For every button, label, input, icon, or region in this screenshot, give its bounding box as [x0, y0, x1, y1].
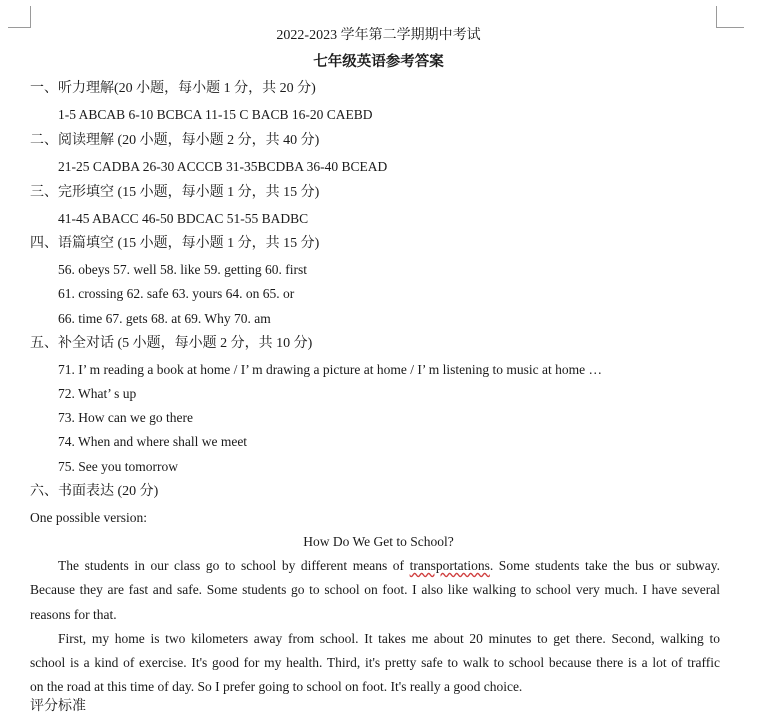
essay-line: Because they are fast and safe. Some students go to school on foot. I also like walking to school very much. I have several: [30, 582, 720, 597]
essay-line: school is a kind of exercise. It's good for my health. Third, it's pretty safe to walk to school because there is a lot of traffic: [30, 655, 720, 670]
essay-title: How Do We Get to School?: [303, 534, 454, 549]
section-heading-dialogue: 五、补全对话 (5 小题，每小题 2 分，共 10 分): [30, 336, 313, 351]
answer-line: 72. What’ s up: [58, 386, 137, 401]
essay-line: reasons for that.: [30, 607, 117, 622]
essay-text: . Some students take the bus or subway.: [489, 558, 720, 573]
spellcheck-flagged-word: transportations: [409, 558, 490, 573]
answer-line: 66. time 67. gets 68. at 69. Why 70. am: [58, 311, 271, 326]
answer-line: 56. obeys 57. well 58. like 59. getting 60. first: [58, 262, 307, 277]
essay-line: on the road at this time of day. So I prefer going to school on foot. It's really a good choice.: [30, 679, 523, 694]
answer-line: 1-5 ABCAB 6-10 BCBCA 11-15 C BACB 16-20 CAEBD: [58, 107, 373, 122]
sample-intro: One possible version:: [30, 510, 147, 525]
section-heading-cloze: 三、完形填空 (15 小题，每小题 1 分，共 15 分): [30, 185, 320, 200]
section-heading-passage-fill: 四、语篇填空 (15 小题，每小题 1 分，共 15 分): [30, 236, 320, 251]
essay-line: [58, 557, 720, 575]
essay-text: The students in our class go to school by different means of: [58, 558, 410, 573]
corner-mark-top-left: [30, 6, 31, 28]
section-heading-reading: 二、阅读理解 (20 小题，每小题 2 分，共 40 分): [30, 133, 320, 148]
document-subtitle: 七年级英语参考答案: [313, 54, 444, 70]
section-heading-listening: 一、听力理解(20 小题，每小题 1 分，共 20 分): [30, 81, 316, 96]
answer-line: 71. I’ m reading a book at home / I’ m drawing a picture at home / I’ m listening to music at home …: [58, 362, 602, 377]
corner-mark-top-right: [716, 6, 717, 28]
answer-line: 75. See you tomorrow: [58, 459, 178, 474]
answer-line: 41-45 ABACC 46-50 BDCAC 51-55 BADBC: [58, 211, 309, 226]
document-title: 2022-2023 学年第二学期期中考试: [276, 28, 481, 43]
scoring-criteria-heading: 评分标准: [30, 699, 86, 714]
answer-line: 61. crossing 62. safe 63. yours 64. on 65. or: [58, 286, 295, 301]
essay-line: First, my home is two kilometers away from school. It takes me about 20 minutes to get there. Second, walking to: [58, 631, 720, 646]
section-heading-writing: 六、书面表达 (20 分): [30, 484, 159, 499]
answer-line: 73. How can we go there: [58, 410, 193, 425]
answer-line: 21-25 CADBA 26-30 ACCCB 31-35BCDBA 36-40 BCEAD: [58, 159, 388, 174]
answer-line: 74. When and where shall we meet: [58, 434, 248, 449]
